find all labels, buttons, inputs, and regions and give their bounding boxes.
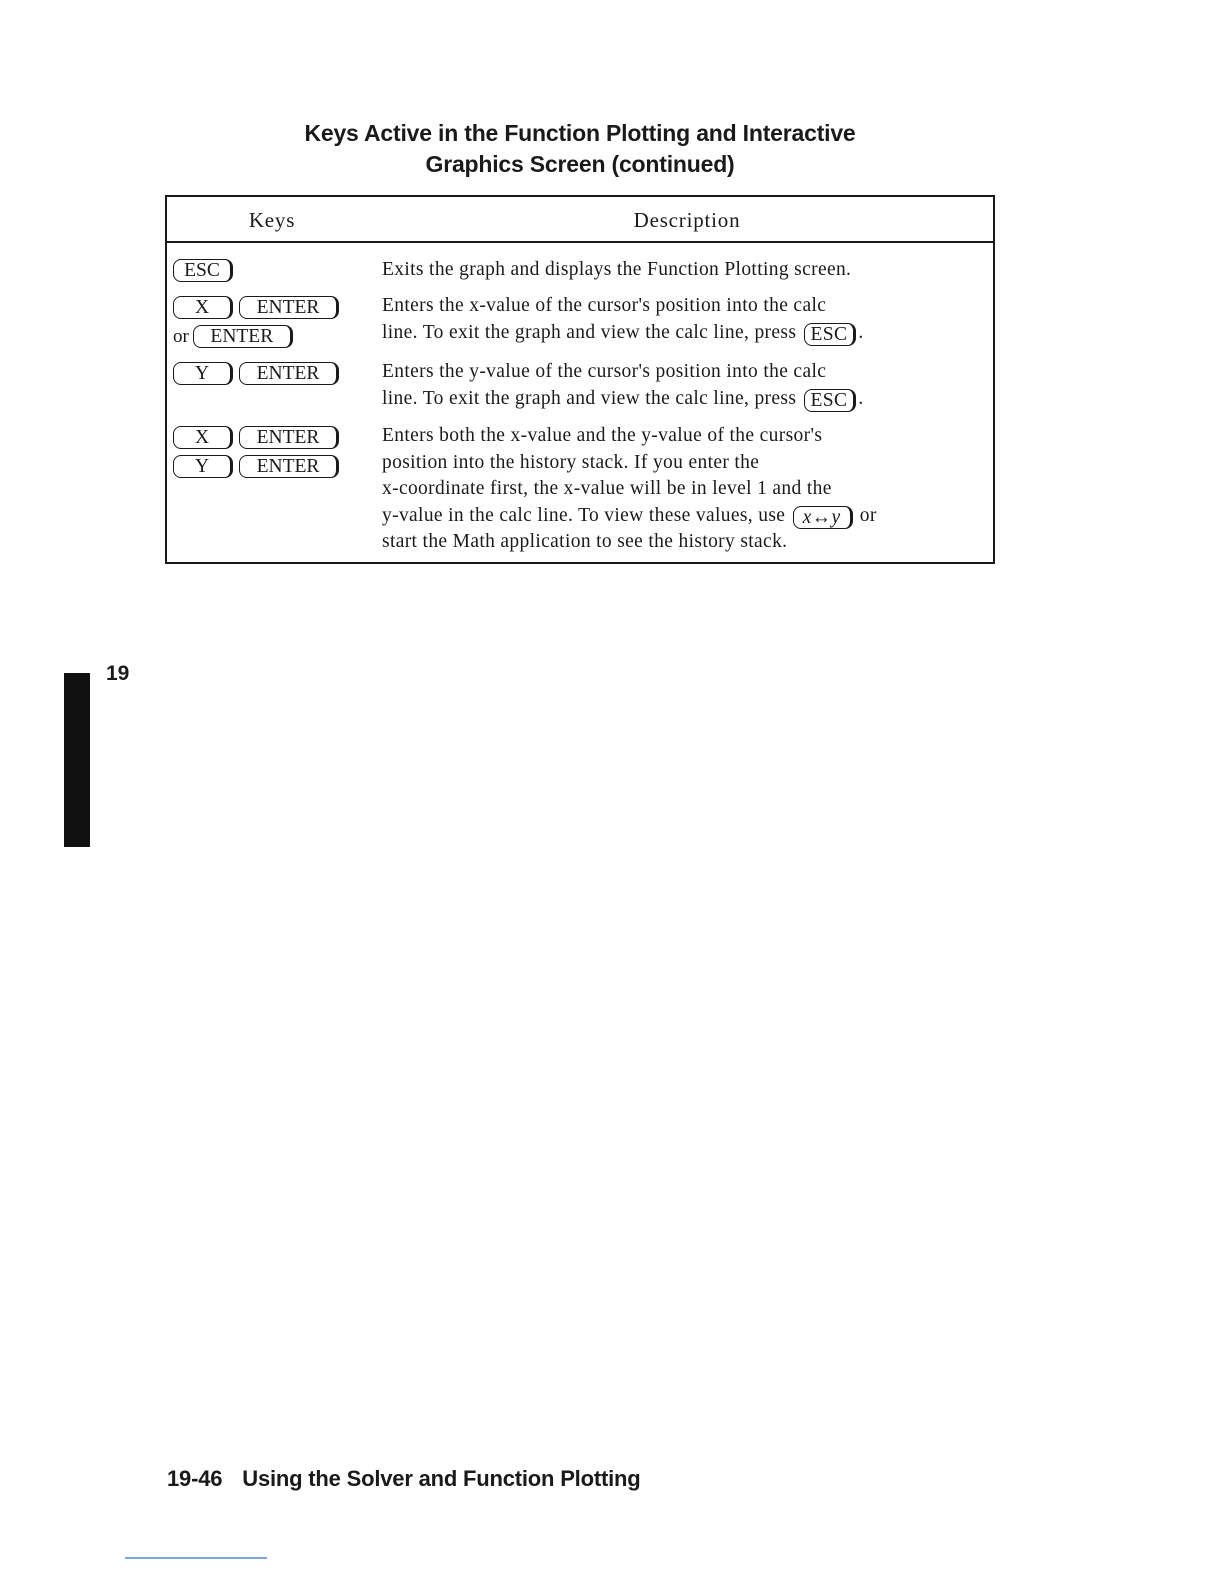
- description-period: .: [858, 321, 864, 343]
- page-title-line-1: Keys Active in the Function Plotting and Interactive: [304, 120, 856, 146]
- esc-key: ESC: [804, 389, 857, 412]
- y-key: Y: [173, 362, 233, 385]
- keys-table: [165, 195, 995, 564]
- row-description: [382, 423, 994, 556]
- esc-key: ESC: [173, 259, 233, 282]
- description-line: [382, 386, 994, 413]
- chapter-tab-bar: [64, 673, 90, 847]
- description-text: line. To exit the graph and view the calc line, press: [382, 321, 797, 343]
- x-key: X: [173, 426, 233, 449]
- row-keys: [173, 293, 373, 351]
- description-line: Enters the x-value of the cursor's position into the calc: [382, 295, 827, 316]
- enter-key: ENTER: [239, 426, 339, 449]
- description-text: y-value in the calc line. To view these values, use: [382, 504, 786, 526]
- page-number: 19-46: [167, 1466, 223, 1491]
- page-title-line-2: Graphics Screen (continued): [425, 151, 735, 177]
- row-description: [382, 293, 994, 346]
- row-description: [382, 359, 994, 412]
- description-period: .: [858, 387, 864, 409]
- row-keys: [173, 423, 373, 481]
- description-text: line. To exit the graph and view the calc line, press: [382, 387, 797, 409]
- or-text: or: [173, 325, 189, 347]
- description-line: Enters the y-value of the cursor's position into the calc: [382, 361, 827, 382]
- description-line: start the Math application to see the history stack.: [382, 531, 788, 552]
- description-line: x-coordinate first, the x-value will be in level 1 and the: [382, 478, 832, 499]
- chapter-number: 19: [106, 662, 130, 685]
- row-keys: [173, 359, 373, 388]
- enter-key: ENTER: [193, 325, 293, 348]
- scan-artifact-line: [125, 1557, 267, 1559]
- page-footer: [167, 1466, 640, 1492]
- row-description: Exits the graph and displays the Function Plotting screen.: [382, 259, 852, 280]
- y-key: Y: [173, 455, 233, 478]
- description-line: [382, 320, 994, 347]
- row-keys: [173, 256, 373, 285]
- esc-key: ESC: [804, 323, 857, 346]
- enter-key: ENTER: [239, 455, 339, 478]
- description-text: or: [859, 504, 877, 526]
- chapter-title: Using the Solver and Function Plotting: [242, 1466, 641, 1491]
- enter-key: ENTER: [239, 362, 339, 385]
- header-keys: Keys: [248, 208, 296, 232]
- swap-key: x↔y: [793, 506, 853, 529]
- description-line: [382, 503, 994, 530]
- page-title: [230, 118, 930, 180]
- table-header: [167, 197, 993, 243]
- enter-key: ENTER: [239, 296, 339, 319]
- description-line: position into the history stack. If you enter the: [382, 451, 760, 473]
- description-line: Enters both the x-value and the y-value of the cursor's: [382, 425, 823, 446]
- x-key: X: [173, 296, 233, 319]
- header-description: Description: [633, 208, 741, 232]
